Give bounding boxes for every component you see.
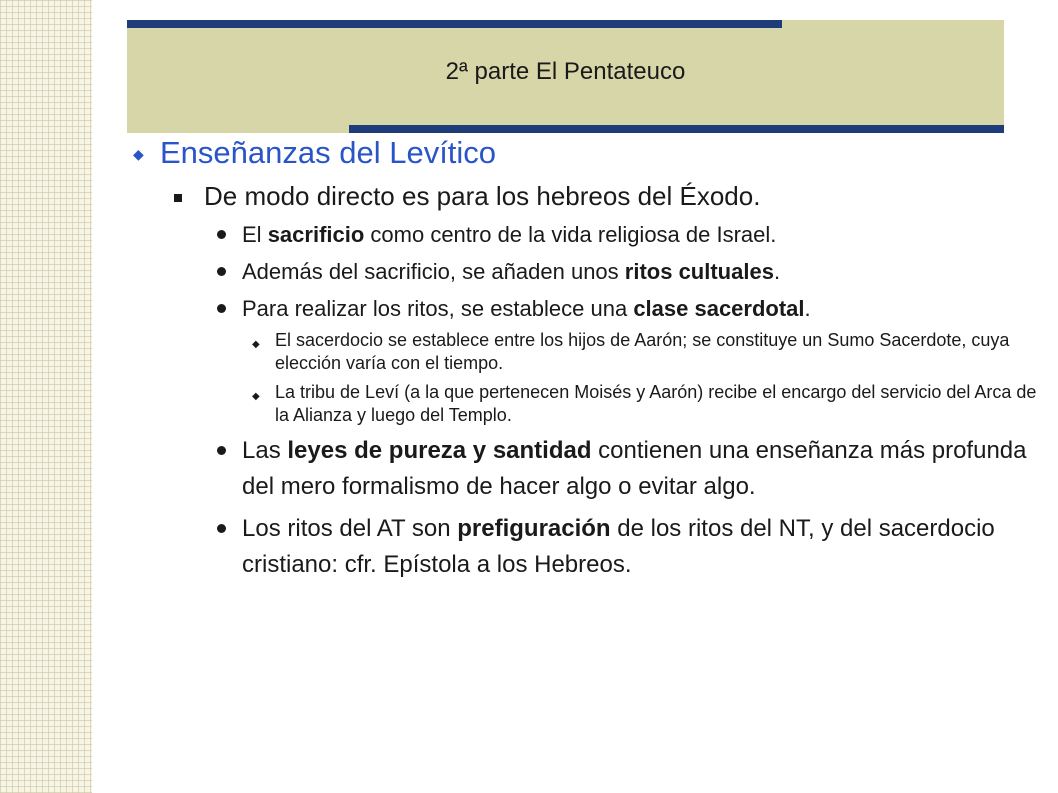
item-text-pre: Los ritos del AT son [242,515,458,542]
item-text-bold: prefiguración [457,515,611,542]
item-text-pre: Además del sacrificio, se añaden unos [242,259,625,284]
circle-icon [217,304,226,313]
circle-icon [217,230,226,239]
item-text-bold: leyes de pureza y santidad [287,437,592,464]
list-item [217,433,1040,505]
list-item [217,220,1040,249]
subheading [174,181,1040,212]
slide-title: 2ª parte El Pentateuco [445,58,686,85]
circle-icon [217,524,226,533]
heading [130,135,1040,171]
subheading-text: De modo directo es para los hebreos del Éxodo. [204,181,761,211]
item-text-post: . [773,259,781,284]
list-item [217,294,1040,323]
item-text-bold: clase sacerdotal [633,296,805,321]
sub-list-item [250,329,1040,375]
item-text-post: de los ritos del NT, y del sacerdocio cristiano: cfr. Epístola a los Hebreos. [242,515,995,578]
item-text-pre: Las [242,437,288,464]
left-hatch-strip [0,0,92,793]
circle-icon [217,267,226,276]
list-item [217,257,1040,286]
item-text-post: contienen una enseñanza más profunda del mero formalismo de hacer algo o evitar algo. [242,437,1027,500]
diamond-icon: ◆ [252,339,260,350]
banner-top-bar [127,20,782,28]
item-text-bold: sacrificio [267,222,365,247]
square-icon [174,194,182,202]
item-text-pre: Para realizar los ritos, se establece una [242,296,634,321]
item-text-post: . [804,296,811,321]
sub-item-text: El sacerdocio se establece entre los hijos de Aarón; se constituye un Sumo Sacerdote, cuya elección varía con el tiempo. [275,330,1010,373]
sub-list-item [250,381,1040,427]
list-item [217,511,1040,583]
slide-content [130,130,1040,583]
diamond-icon: ◆ [133,146,144,162]
circle-icon [217,446,226,455]
heading-text: Enseñanzas del Levítico [160,135,497,170]
item-text-post: como centro de la vida religiosa de Israel. [364,222,777,247]
diamond-icon: ◆ [252,391,260,402]
sub-item-text: La tribu de Leví (a la que pertenecen Moisés y Aarón) recibe el encargo del servicio del Arca de la Alianza y luego del Templo. [275,382,1037,425]
item-text-pre: El [242,222,268,247]
item-text-bold: ritos cultuales [624,259,774,284]
